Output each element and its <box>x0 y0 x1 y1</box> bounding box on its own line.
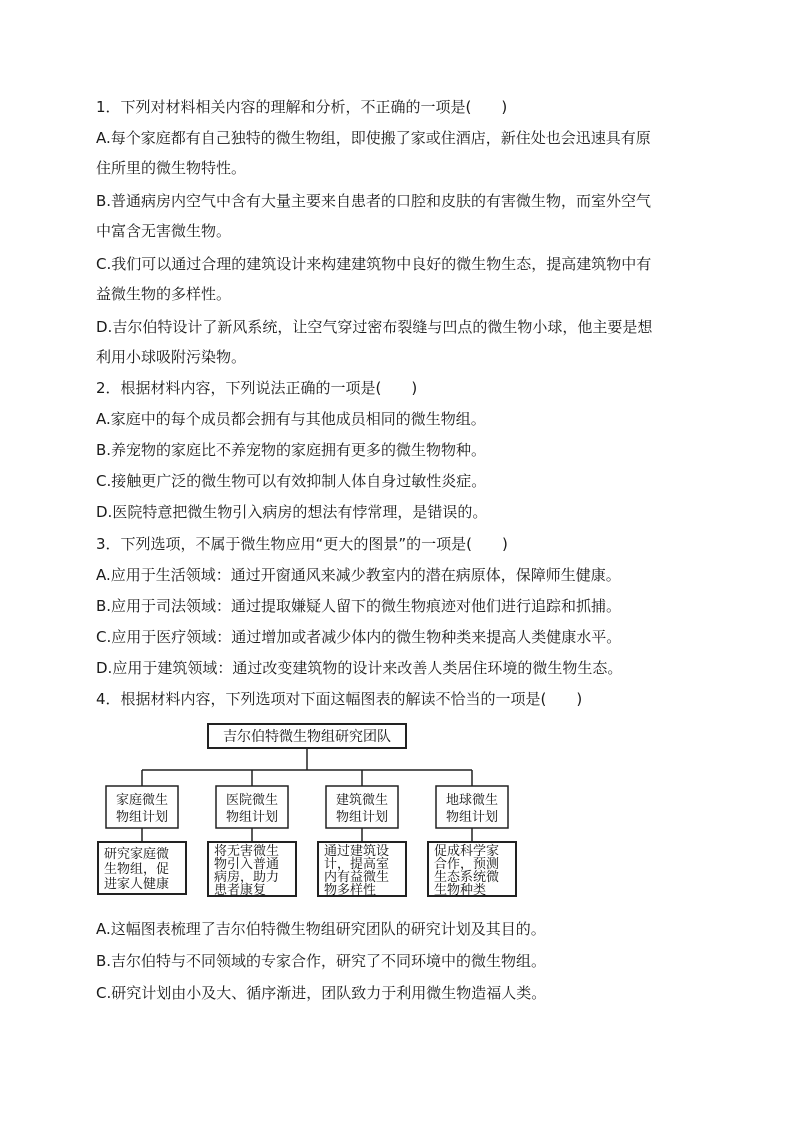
question-1-option-a-cont: 住所里的微生物特性。 <box>96 159 247 177</box>
question-4-option-c: C.研究计划由小及大、循序渐进，团队致力于利用微生物造福人类。 <box>96 984 547 1002</box>
question-1-option-b: B.普通病房内空气中含有大量主要来自患者的口腔和皮肤的有害微生物，而室外空气 <box>96 192 652 210</box>
question-4-option-a: A.这幅图表梳理了吉尔伯特微生物组研究团队的研究计划及其目的。 <box>96 920 546 938</box>
goal-text-4b: 合作，预测 <box>434 857 500 872</box>
plan-label-3a: 建筑微生 <box>335 793 389 808</box>
plan-label-2b: 物组计划 <box>225 810 279 825</box>
goal-text-1c: 进家人健康 <box>104 877 170 892</box>
research-team-diagram <box>96 718 526 898</box>
question-1-option-a: A.每个家庭都有自己独特的微生物组，即使搬了家或住酒店，新住处也会迅速具有原 <box>96 129 651 147</box>
question-3-option-a: A.应用于生活领域：通过开窗通风来减少教室内的潜在病原体，保障师生健康。 <box>96 566 621 584</box>
question-3-option-d: D.应用于建筑领域：通过改变建筑物的设计来改善人类居住环境的微生物生态。 <box>96 659 623 677</box>
plan-label-4a: 地球微生 <box>445 793 499 808</box>
question-2-stem: 2．根据材料内容，下列说法正确的一项是( ) <box>96 379 418 397</box>
question-1-option-b-cont: 中富含无害微生物。 <box>96 222 232 240</box>
question-4-stem: 4．根据材料内容，下列选项对下面这幅图表的解读不恰当的一项是( ) <box>96 690 583 708</box>
question-2-option-c: C.接触更广泛的微生物可以有效抑制人体自身过敏性炎症。 <box>96 472 487 490</box>
plan-label-1a: 家庭微生 <box>115 793 169 808</box>
goal-text-1b: 生物组，促 <box>104 862 170 877</box>
question-3-option-c: C.应用于医疗领域：通过增加或者减少体内的微生物种类来提高人类健康水平。 <box>96 628 622 646</box>
goal-text-2d: 患者康复 <box>214 883 267 898</box>
goal-text-2c: 病房，助力 <box>214 870 280 885</box>
goal-text-4a: 促成科学家 <box>434 844 500 859</box>
question-2-option-a: A.家庭中的每个成员都会拥有与其他成员相同的微生物组。 <box>96 410 486 428</box>
goal-text-3d: 物多样性 <box>324 883 377 898</box>
diagram-svg <box>96 718 526 898</box>
root-label: 吉尔伯特微生物组研究团队 <box>223 729 391 745</box>
goal-text-4c: 生态系统微 <box>434 870 500 885</box>
question-3-option-b: B.应用于司法领域：通过提取嫌疑人留下的微生物痕迹对他们进行追踪和抓捕。 <box>96 597 622 615</box>
question-4-option-b: B.吉尔伯特与不同领域的专家合作，研究了不同环境中的微生物组。 <box>96 952 547 970</box>
goal-text-3a: 通过建筑设 <box>324 844 390 859</box>
plan-label-3b: 物组计划 <box>335 810 389 825</box>
question-1-option-c: C.我们可以通过合理的建筑设计来构建建筑物中良好的微生物生态，提高建筑物中有 <box>96 255 652 273</box>
goal-text-1a: 研究家庭微 <box>104 847 170 862</box>
goal-text-4d: 生物种类 <box>434 883 487 898</box>
plan-label-2a: 医院微生 <box>225 793 279 808</box>
question-1-stem: 1．下列对材料相关内容的理解和分析，不正确的一项是( ) <box>96 98 508 116</box>
question-1-option-d-cont: 利用小球吸附污染物。 <box>96 348 247 366</box>
goal-text-2b: 物引入普通 <box>214 857 280 872</box>
question-1-option-c-cont: 益微生物的多样性。 <box>96 285 232 303</box>
question-2-option-b: B.养宠物的家庭比不养宠物的家庭拥有更多的微生物物种。 <box>96 441 487 459</box>
plan-label-4b: 物组计划 <box>445 810 499 825</box>
question-3-stem: 3．下列选项，不属于微生物应用“更大的图景”的一项是( ) <box>96 535 508 553</box>
question-1-option-d: D.吉尔伯特设计了新风系统，让空气穿过密布裂缝与凹点的微生物小球，他主要是想 <box>96 318 653 336</box>
goal-text-3b: 计，提高室 <box>324 857 390 872</box>
plan-label-1b: 物组计划 <box>115 810 169 825</box>
goal-text-3c: 内有益微生 <box>324 870 390 885</box>
goal-text-2a: 将无害微生 <box>214 844 280 859</box>
question-2-option-d: D.医院特意把微生物引入病房的想法有悖常理，是错误的。 <box>96 503 488 521</box>
